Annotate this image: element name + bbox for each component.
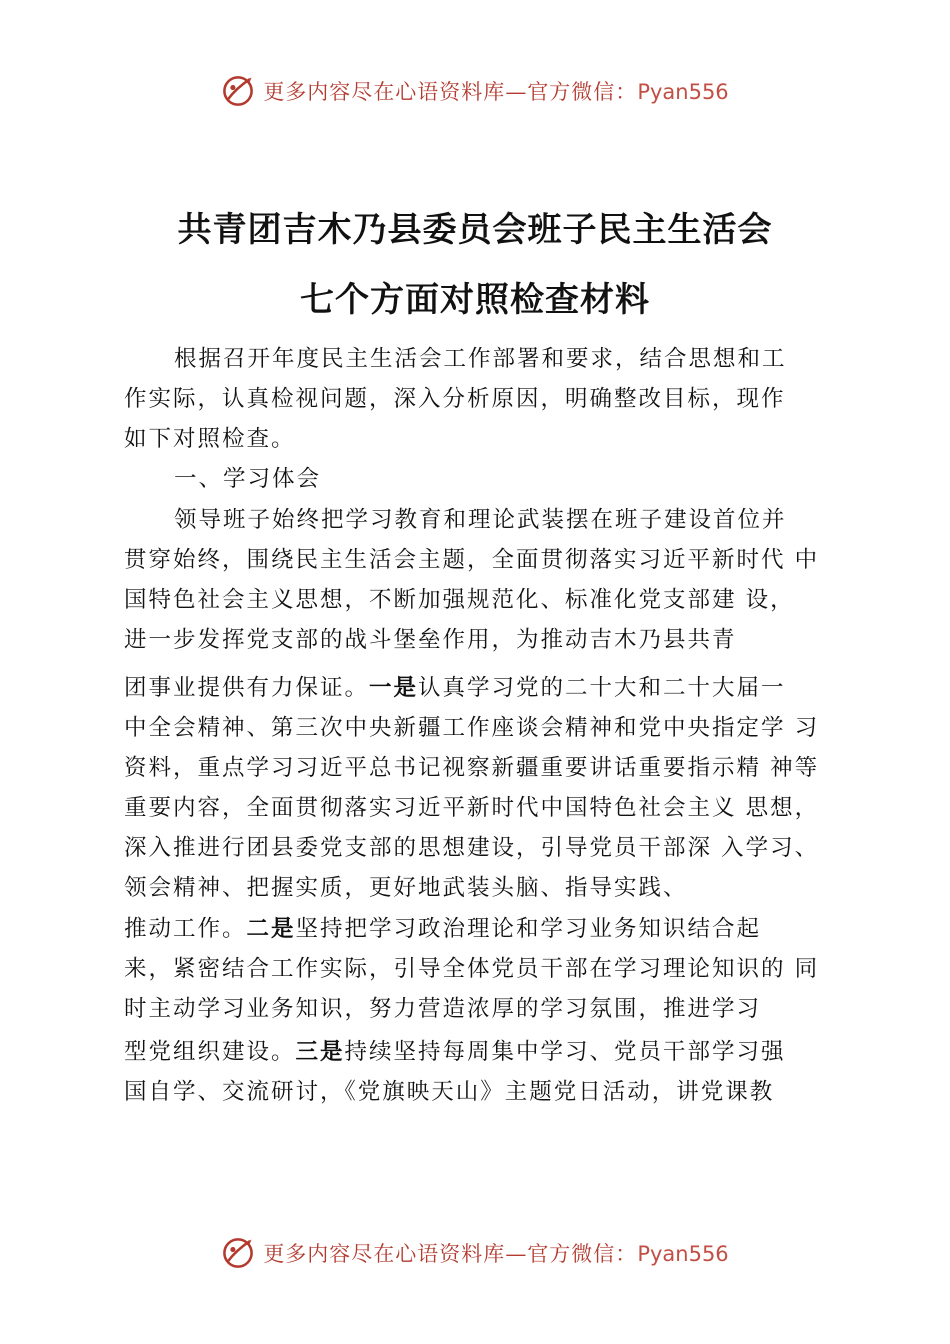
section-heading [124, 459, 834, 499]
text-line [124, 1032, 834, 1072]
text-line: 深入推进行团县委党支部的思想建设，引导党员干部深 入学习、 [124, 835, 820, 861]
text-segment: 推动工作。 [124, 916, 247, 942]
text-line: 国自学、交流研讨，《党旗映天山》主题党日活动，讲党课教 [124, 1079, 775, 1105]
text-segment: 型党组织建设。 [124, 1039, 296, 1065]
text-line: 中全会精神、第三次中央新疆工作座谈会精神和党中央指定学 习 [124, 715, 820, 741]
footer-banner [0, 1236, 950, 1270]
text-segment: 持续坚持每周集中学习、党员干部学习强 [344, 1039, 786, 1065]
section-1-heading: 一、学习体会 [174, 466, 322, 492]
document-title-line-1: 共青团吉木乃县委员会班子民主生活会 [177, 210, 773, 250]
banner-dash: — [505, 1242, 528, 1266]
paragraph-1 [124, 500, 834, 660]
text-line: 资料，重点学习习近平总书记视察新疆重要讲话重要指示精 神等 [124, 755, 820, 781]
text-line: 时主动学习业务知识，努力营造浓厚的学习氛围，推进学习 [124, 996, 762, 1022]
text-segment: 认真学习党的二十大和二十大届一 [418, 675, 786, 701]
point-three-marker: 三是 [295, 1039, 345, 1065]
point-two-marker: 二是 [246, 916, 296, 942]
paragraph-4 [124, 1032, 834, 1112]
text-line: 根据召开年度民主生活会工作部署和要求，结合思想和工 [174, 346, 787, 372]
banner-wechat-id: Pyan556 [637, 80, 729, 104]
banner-slogan: 更多内容尽在心语资料库 [263, 80, 506, 104]
text-line: 贯穿始终，围绕民主生活会主题，全面贯彻落实习近平新时代 中 [124, 547, 820, 573]
text-segment: 团事业提供有力保证。 [124, 675, 370, 701]
point-one-marker: 一是 [369, 675, 419, 701]
banner-wechat-label: 官方微信： [527, 80, 638, 104]
text-line [124, 909, 834, 949]
banner-slogan: 更多内容尽在心语资料库 [263, 1242, 506, 1266]
paragraph-3 [124, 909, 834, 1029]
banner-dash: — [505, 80, 528, 104]
intro-paragraph [124, 339, 834, 459]
text-line: 国特色社会主义思想，不断加强规范化、标准化党支部建 设， [124, 587, 795, 613]
paragraph-2 [124, 668, 834, 908]
text-line: 如下对照检查。 [124, 426, 296, 452]
text-line [124, 668, 834, 708]
text-line: 领导班子始终把学习教育和理论武装摆在班子建设首位并 [174, 507, 787, 533]
text-line: 来，紧密结合工作实际，引导全体党员干部在学习理论知识的 同 [124, 956, 820, 982]
header-banner-text [263, 76, 728, 106]
document-title-line-2: 七个方面对照检查材料 [300, 280, 650, 320]
text-line: 作实际，认真检视问题，深入分析原因，明确整改目标，现作 [124, 386, 786, 412]
banner-wechat-id: Pyan556 [637, 1242, 729, 1266]
brand-logo-icon [221, 74, 255, 108]
text-line: 领会精神、把握实质，更好地武装头脑、指导实践、 [124, 875, 688, 901]
brand-logo-icon [221, 1236, 255, 1270]
text-line: 重要内容，全面贯彻落实习近平新时代中国特色社会主义 思想， [124, 795, 820, 821]
text-segment: 坚持把学习政治理论和学习业务知识结合起 [295, 916, 762, 942]
text-line: 进一步发挥党支部的战斗堡垒作用，为推动吉木乃县共青 [124, 627, 737, 653]
banner-wechat-label: 官方微信： [527, 1242, 638, 1266]
footer-banner-text [263, 1238, 728, 1268]
header-banner [0, 74, 950, 108]
